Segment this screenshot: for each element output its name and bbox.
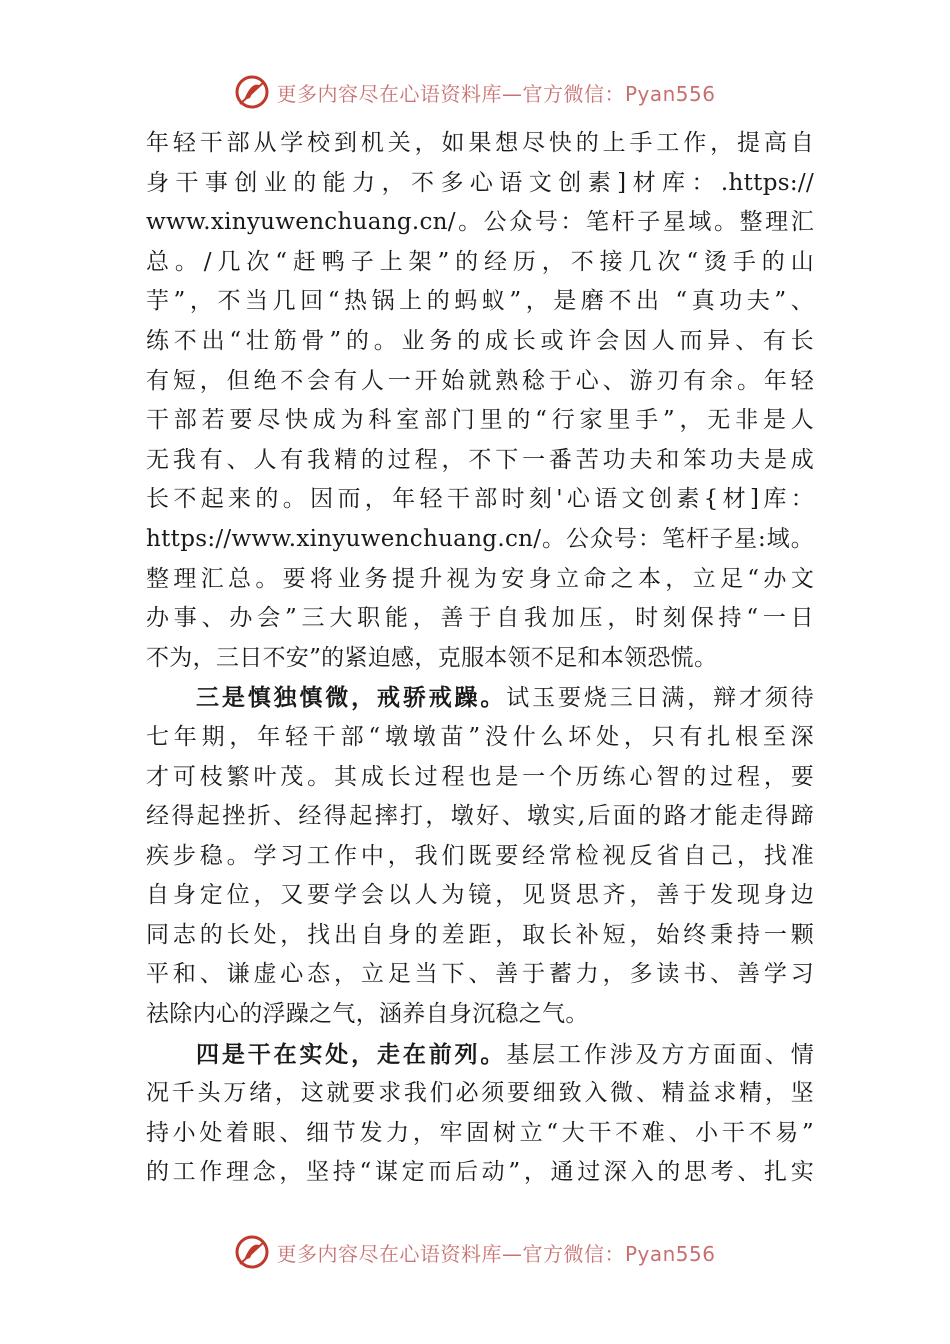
footer-banner [0,1232,950,1272]
text-line: www.xinyuwenchuang.cn/。公众号：笔杆子星域。整理汇 [146,209,814,236]
paragraph-4-first-text: 基层工作涉及方方面面、情 [506,1041,814,1068]
text-line: 同志的长处，找出自身的差距，取长补短，始终秉持一颗 [146,921,814,948]
paragraph-3-heading: 三是慎独慎微，戒骄戒躁。 [196,684,507,712]
text-line: 平和、谦虚心态，立足当下、善于蓄力，多读书、善学习 [146,961,814,988]
paragraph-4-first-line [146,1035,814,1075]
text-line: 祛除内心的浮躁之气，涵养自身沉稳之气。 [146,1001,589,1028]
text-line: 七年期，年轻干部“墩墩苗”没什么坏处，只有扎根至深 [146,723,814,750]
header-banner [0,72,950,112]
text-line: https://www.xinyuwenchuang.cn/。公众号：笔杆子星:域。 [146,525,814,552]
footer-banner-text: 更多内容尽在心语资料库—官方微信：Pyan556 [276,1241,716,1266]
document-body [146,124,814,1193]
text-line: 有短，但绝不会有人一开始就熟稔于心、游刃有余。年轻 [146,367,814,394]
text-line: 无我有、人有我精的过程，不下一番苦功夫和笨功夫是成 [146,446,814,473]
text-line: 长不起来的。因而，年轻干部时刻'心语文创素{材]库： [146,486,814,513]
text-line: 练不出“壮筋骨”的。业务的成长或许会因人而异、有长 [146,327,814,354]
text-line: 办事、办会”三大职能，善于自我加压，时刻保持“一日 [146,605,814,632]
text-line: 整理汇总。要将业务提升视为安身立命之本，立足“办文 [146,565,814,592]
text-line: 不为，三日不安”的紧迫感，克服本领不足和本领恐慌。 [146,644,718,671]
text-line: 持小处着眼、细节发力，牢固树立“大干不难、小干不易” [146,1119,814,1146]
header-banner-text: 更多内容尽在心语资料库—官方微信：Pyan556 [276,81,716,106]
logo-icon [234,1234,270,1270]
text-line: 芋”，不当几回“热锅上的蚂蚁”，是磨不出 “真功夫”、 [146,288,814,315]
text-line: 自身定位，又要学会以人为镜，见贤思齐，善于发现身边 [146,882,814,909]
text-line: 疾步稳。学习工作中，我们既要经常检视反省自己，找准 [146,842,814,869]
text-line: 经得起挫折、经得起摔打，墩好、墩实,后面的路才能走得蹄 [146,803,814,830]
logo-icon [234,74,270,110]
text-line: 才可枝繁叶茂。其成长过程也是一个历练心智的过程，要 [146,763,814,790]
paragraph-4-heading: 四是干在实处，走在前列。 [196,1040,507,1068]
text-line: 身干事创业的能力，不多心语文创素]材库：.https:// [146,169,814,196]
text-line: 干部若要尽快成为科室部门里的“行家里手”，无非是人 [146,407,814,434]
text-line: 的工作理念，坚持“谋定而后动”，通过深入的思考、扎实 [146,1159,814,1186]
text-line: 年轻干部从学校到机关，如果想尽快的上手工作，提高自 [146,130,814,156]
text-line: 况千头万绪，这就要求我们必须要细致入微、精益求精，坚 [146,1080,814,1107]
text-line: 总。/几次“赶鸭子上架”的经历，不接几次“烫手的山 [146,248,814,275]
paragraph-3-first-text: 试玉要烧三日满，辩才须待 [506,685,814,712]
paragraph-3-first-line [146,678,814,718]
